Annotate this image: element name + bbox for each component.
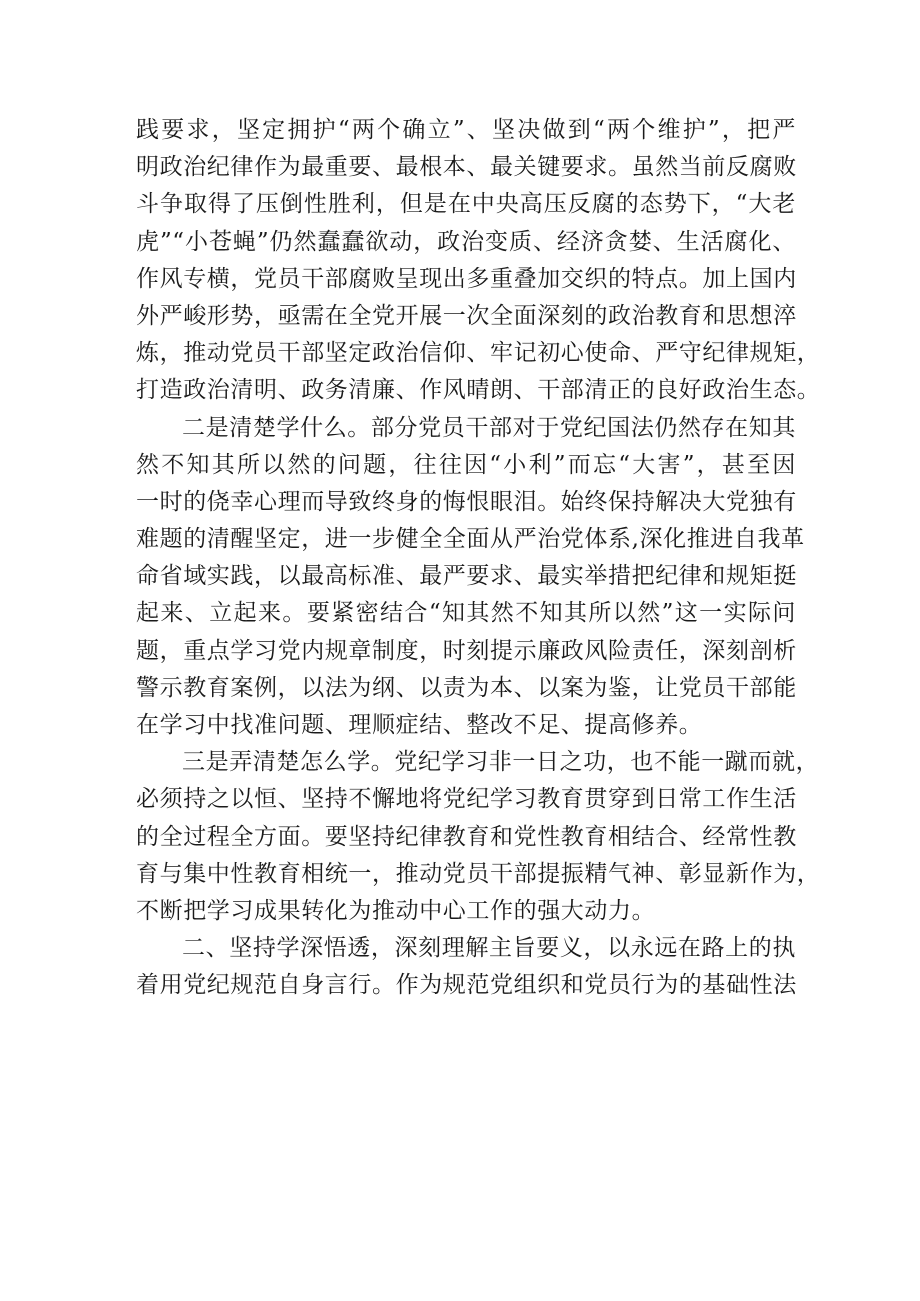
text-line: 题，重点学习党内规章制度，时刻提示廉政风险责任，深刻剖析 bbox=[136, 637, 797, 664]
text-line: 外严峻形势，亟需在全党开展一次全面深刻的政治教育和思想淬 bbox=[136, 302, 797, 329]
paragraph bbox=[136, 930, 796, 1004]
document-body bbox=[136, 112, 821, 1005]
text-line: 践要求，坚定拥护“两个确立”、坚决做到“两个维护”，把严 bbox=[136, 117, 796, 143]
text-line: 起来、立起来。要紧密结合“知其然不知其所以然”这一实际问 bbox=[136, 600, 796, 627]
text-line: 虎”“小苍蝇”仍然蠢蠢欲动，政治变质、经济贪婪、生活腐化、 bbox=[136, 228, 796, 255]
text-line: 三是弄清楚怎么学。党纪学习非一日之功，也不能一蹴而就， bbox=[182, 749, 820, 776]
text-line: 育与集中性教育相统一，推动党员干部提振精气神、彰显新作为， bbox=[136, 860, 821, 887]
text-line: 着用党纪规范自身言行。作为规范党组织和党员行为的基础性法 bbox=[136, 972, 797, 999]
text-line: 打造政治清明、政务清廉、作风晴朗、干部清正的良好政治生态。 bbox=[136, 377, 821, 404]
text-line: 在学习中找准问题、理顺症结、整改不足、提高修养。 bbox=[136, 712, 703, 738]
paragraph bbox=[136, 112, 821, 410]
text-line: 斗争取得了压倒性胜利，但是在中央高压反腐的态势下，“大老 bbox=[136, 191, 796, 218]
text-line: 不断把学习成果转化为推动中心工作的强大动力。 bbox=[136, 897, 656, 924]
paragraph bbox=[136, 744, 821, 930]
text-line: 的全过程全方面。要坚持纪律教育和党性教育相结合、经常性教 bbox=[136, 823, 797, 850]
text-line: 命省域实践，以最高标准、最严要求、最实举措把纪律和规矩挺 bbox=[136, 563, 797, 590]
text-line: 作风专横，党员干部腐败呈现出多重叠加交织的特点。加上国内 bbox=[136, 265, 797, 292]
paragraph bbox=[136, 410, 805, 745]
text-line: 明政治纪律作为最重要、最根本、最关键要求。虽然当前反腐败 bbox=[136, 154, 797, 181]
text-line: 必须持之以恒、坚持不懈地将党纪学习教育贯穿到日常工作生活 bbox=[136, 786, 797, 813]
text-line: 二、坚持学深悟透，深刻理解主旨要义，以永远在路上的执 bbox=[182, 935, 796, 962]
text-line: 难题的清醒坚定，进一步健全全面从严治党体系,深化推进自我革 bbox=[136, 526, 805, 553]
text-line: 二是清楚学什么。部分党员干部对于党纪国法仍然存在知其 bbox=[182, 414, 796, 441]
text-line: 一时的侥幸心理而导致终身的悔恨眼泪。始终保持解决大党独有 bbox=[136, 488, 797, 515]
text-line: 警示教育案例，以法为纲、以责为本、以案为鉴，让党员干部能 bbox=[136, 674, 797, 701]
text-line: 然不知其所以然的问题，往往因“小利”而忘“大害”，甚至因 bbox=[136, 451, 796, 478]
text-line: 炼，推动党员干部坚定政治信仰、牢记初心使命、严守纪律规矩， bbox=[136, 340, 821, 367]
